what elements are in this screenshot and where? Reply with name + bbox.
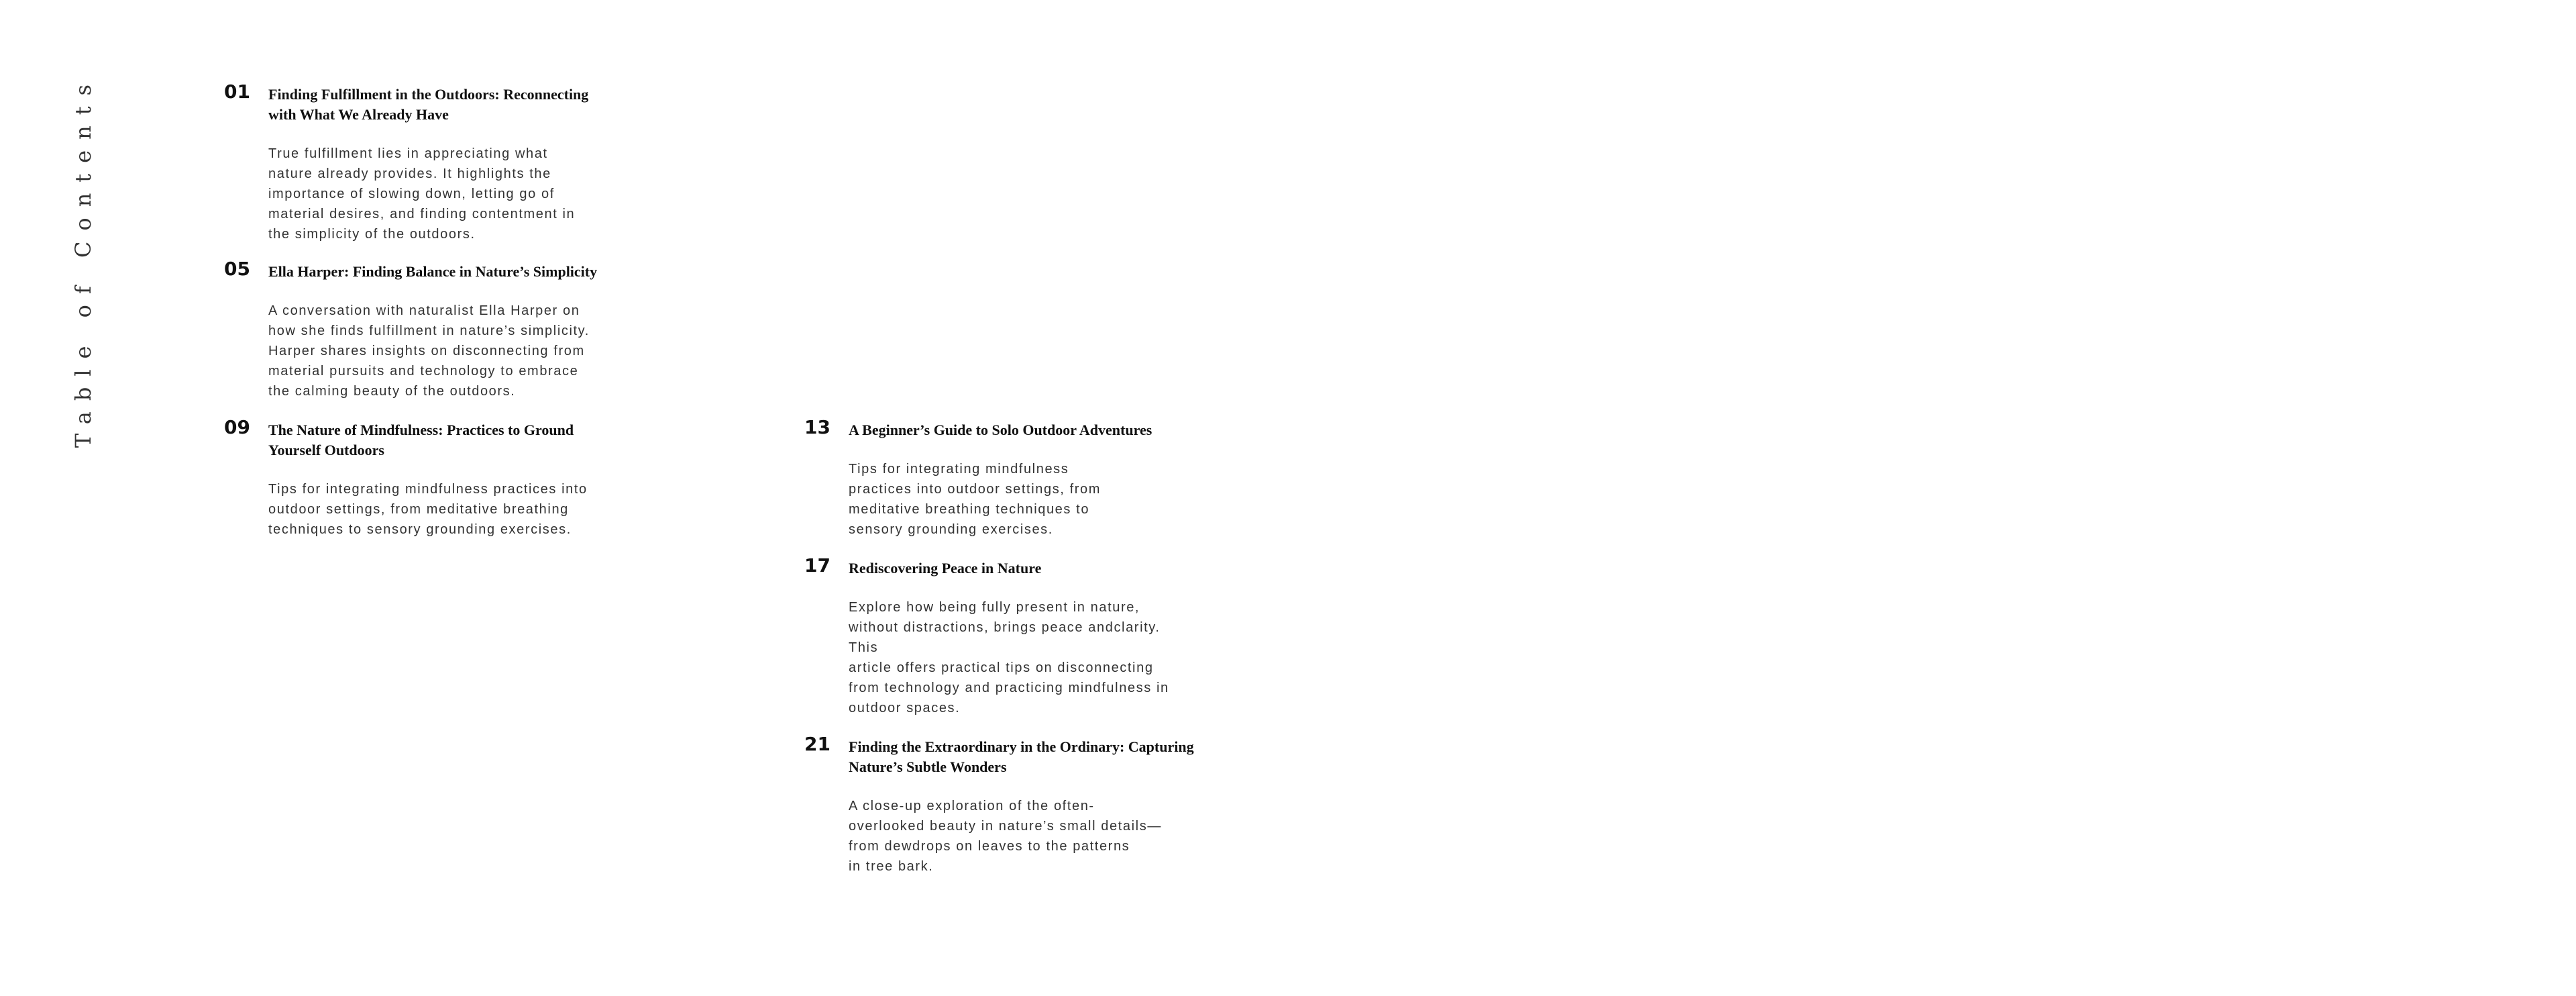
toc-entry[interactable] [804, 733, 1207, 877]
entry-title[interactable]: Ella Harper: Finding Balance in Nature’s Simplicity [268, 263, 598, 280]
entry-title[interactable]: The Nature of Mindfulness: Practices to Ground Yourself Outdoors [268, 421, 574, 458]
entry-description: A close-up exploration of the often- overlooked beauty in nature’s small details— from dewdrops on leaves to the patterns in tree bark. [849, 799, 1162, 874]
entry-title[interactable]: Finding the Extraordinary in the Ordinary: Capturing Nature’s Subtle Wonders [849, 738, 1194, 775]
entry-number: 13 [804, 416, 830, 438]
toc-entry[interactable] [804, 416, 1207, 540]
entry-title[interactable]: Rediscovering Peace in Nature [849, 560, 1042, 577]
entry-number: 09 [224, 416, 250, 438]
toc-entry[interactable] [224, 81, 627, 244]
entry-description: True fulfillment lies in appreciating what nature already provides. It highlights the importance of slowing down, letting go of material desires, and finding contentment in the simplicity of the outdoors. [268, 146, 576, 242]
toc-entry[interactable] [224, 258, 627, 401]
entry-description: A conversation with naturalist Ella Harper on how she finds fulfillment in nature’s simplicity. Harper shares insights on disconnecting from material pursuits and technology to embrace the calming beauty of the outdoors. [268, 303, 590, 399]
entry-number: 17 [804, 554, 830, 577]
entry-title[interactable]: Finding Fulfillment in the Outdoors: Reconnecting with What We Already Have [268, 86, 589, 123]
entry-number: 01 [224, 81, 250, 103]
entry-title[interactable]: A Beginner’s Guide to Solo Outdoor Adventures [849, 421, 1152, 438]
table-of-contents-heading: Table of Contents [70, 74, 96, 448]
entry-description: Explore how being fully present in nature, without distractions, brings peace andclarity. This article offers practical tips on disconnecting from technology and practicing mindfulness in outdoor spaces. [849, 600, 1169, 715]
entry-description: Tips for integrating mindfulness practices into outdoor settings, from meditative breathing techniques to sensory grounding exercises. [849, 462, 1102, 537]
entry-number: 21 [804, 733, 830, 755]
entry-description: Tips for integrating mindfulness practices into outdoor settings, from meditative breathing techniques to sensory grounding exercises. [268, 482, 588, 537]
toc-entry[interactable] [224, 416, 627, 540]
entry-number: 05 [224, 258, 250, 280]
toc-entry[interactable] [804, 554, 1207, 718]
